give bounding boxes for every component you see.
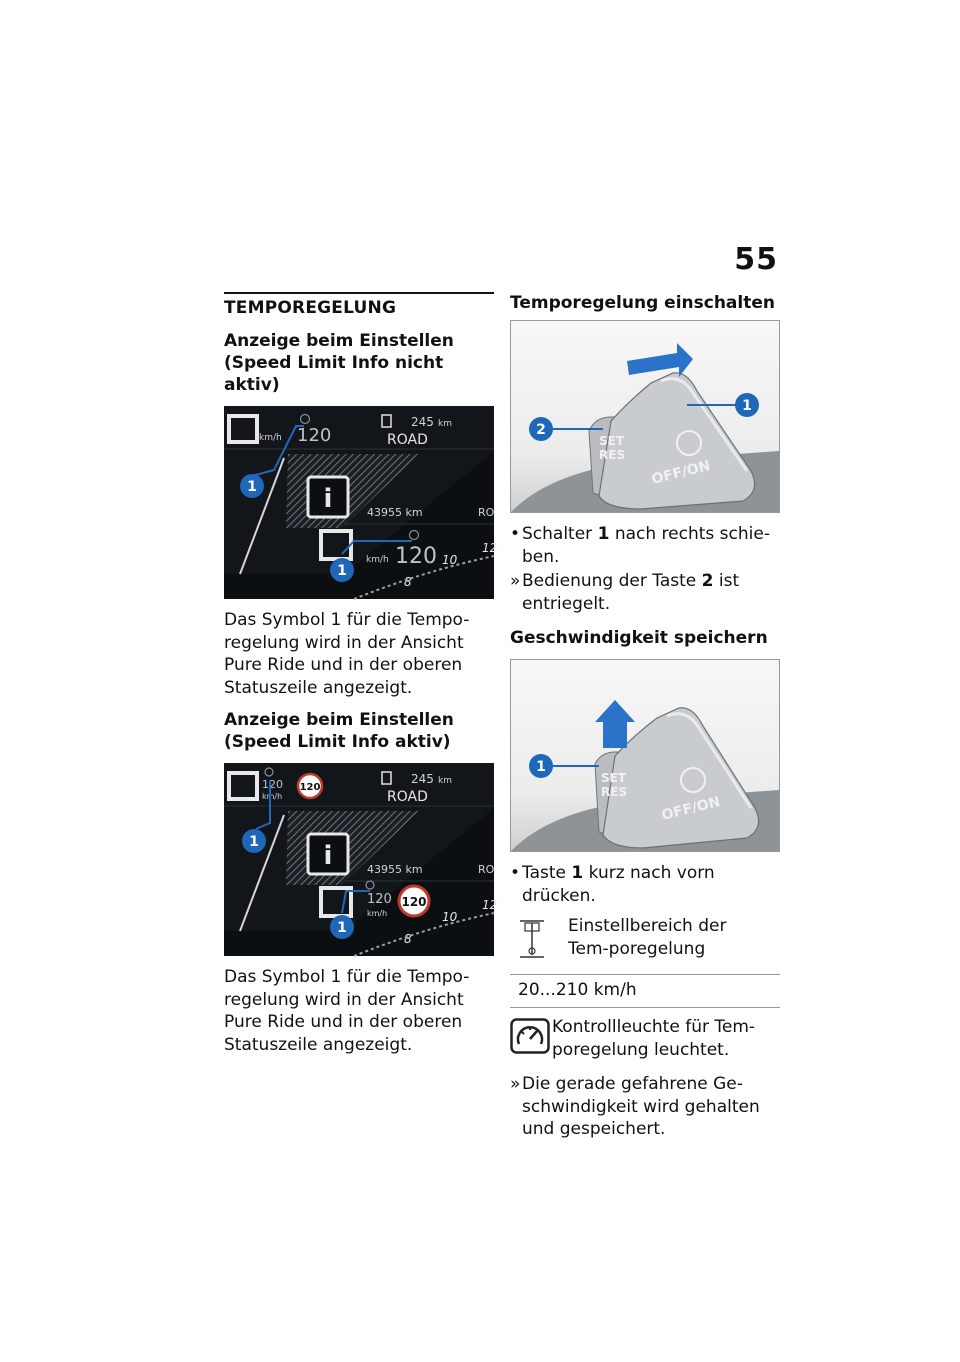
step-slide-switch [510,523,780,568]
tick-8: 8 [404,932,412,946]
range-unit: km [438,776,452,786]
tick-12: 12 [482,541,498,555]
label-offon: OFF/ON [660,793,722,824]
result-text: Die gerade gefahrene Ge-schwindigkeit wird gehalten und gespeichert. [522,1074,760,1139]
bullet-marker: • [510,524,521,544]
step-ref: 1 [597,524,610,544]
speed-small: 120 [262,778,283,791]
switch-activate-svg [511,321,779,512]
result-stored [510,1073,780,1141]
right-column [510,292,780,1143]
tick-8: 8 [404,575,412,589]
left-column [224,292,498,1066]
callout-1a-label: 1 [247,479,257,495]
callout-1-label: 1 [742,398,752,414]
dashboard-figure-2 [224,763,498,956]
result-unlocked [510,570,780,615]
callout-1a-label: 1 [249,834,259,850]
tick-12: 12 [482,898,498,912]
callout-1b-label: 1 [337,920,347,936]
odometer: 43955 km [367,863,423,876]
cruise-control-lamp-icon [510,1018,550,1054]
fig2-heading: Anzeige beim Einstellen (Speed Limit Info aktiv) [224,710,454,752]
step-text-end: kurz nach vorn drücken. [522,863,715,906]
spec-label: Einstellbereich der Tem-poregelung [560,911,780,974]
cut-text: RO [478,863,495,876]
section-title: TEMPOREGELUNG [224,298,397,318]
label-offon: OFF/ON [650,457,712,488]
result-text: Bedienung der Taste [522,571,702,591]
cut-text: RO [478,506,495,519]
fig1-caption: Das Symbol 1 für die Tempo-regelung wird in der Ansicht Pure Ride und in der oberen Statuszeile angezeigt. [224,610,470,698]
label-set: SET [599,434,625,448]
tick-10: 10 [442,553,458,567]
indicator-text: Kontrollleuchte für Tem-poregelung leuchtet. [552,1017,756,1060]
range-value: 245 [411,415,434,429]
spec-row-label [510,911,780,974]
unit-large: km/h [367,909,388,918]
step-press-button [510,862,780,907]
store-heading: Geschwindigkeit speichern [510,628,768,648]
info-icon: i [323,841,333,871]
unit-small: km/h [259,433,282,443]
sign-value-large: 120 [401,895,427,909]
result-marker: » [510,1074,521,1094]
result-ref: 2 [701,571,714,591]
dashboard-figure-1 [224,406,498,599]
section-rule [224,292,494,294]
unit-small: km/h [262,792,283,801]
speed-small: 120 [297,425,332,446]
step-text: Schalter [522,524,598,544]
callout-1-label: 1 [536,759,546,775]
spec-icon-cell [510,911,560,974]
fig1-heading: Anzeige beim Einstellen (Speed Limit Info nicht aktiv) [224,331,454,395]
step-text: Taste [522,863,572,883]
range-spec-icon [510,911,554,967]
cruise-indicator-note [510,1016,780,1061]
mode-label: ROAD [387,789,428,805]
result-text-end: ist entriegelt. [522,571,740,614]
callout-2-label: 2 [536,422,546,438]
activate-heading: Temporegelung einschalten [510,293,775,313]
step-ref: 1 [571,863,584,883]
sign-value-small: 120 [299,782,321,793]
callout-1b-label: 1 [337,563,347,579]
unit-large: km/h [366,555,389,565]
result-marker: » [510,571,521,591]
dashboard-1-svg [224,406,498,599]
mode-label: ROAD [387,432,428,448]
speed-large: 120 [367,892,392,907]
bullet-marker: • [510,863,521,883]
label-res: RES [599,448,626,462]
switch-figure-activate [510,320,780,513]
dashboard-2-svg [224,763,498,956]
switch-figure-store [510,659,780,852]
spec-value: 20...210 km/h [510,974,780,1008]
label-set: SET [601,771,627,785]
switch-store-svg [511,660,779,851]
info-icon: i [323,484,333,514]
speed-large: 120 [395,544,437,569]
range-unit: km [438,419,452,429]
fig2-caption: Das Symbol 1 für die Tempo-regelung wird in der Ansicht Pure Ride und in der oberen Statuszeile angezeigt. [224,967,470,1055]
slide-arrow [627,343,693,377]
odometer: 43955 km [367,506,423,519]
spec-row-value [510,974,780,1008]
label-res: RES [601,785,628,799]
spec-table [510,911,780,1008]
page-number: 55 [734,242,778,277]
range-value: 245 [411,772,434,786]
step-text-end: nach rechts schie-ben. [522,524,770,567]
tick-10: 10 [442,910,458,924]
